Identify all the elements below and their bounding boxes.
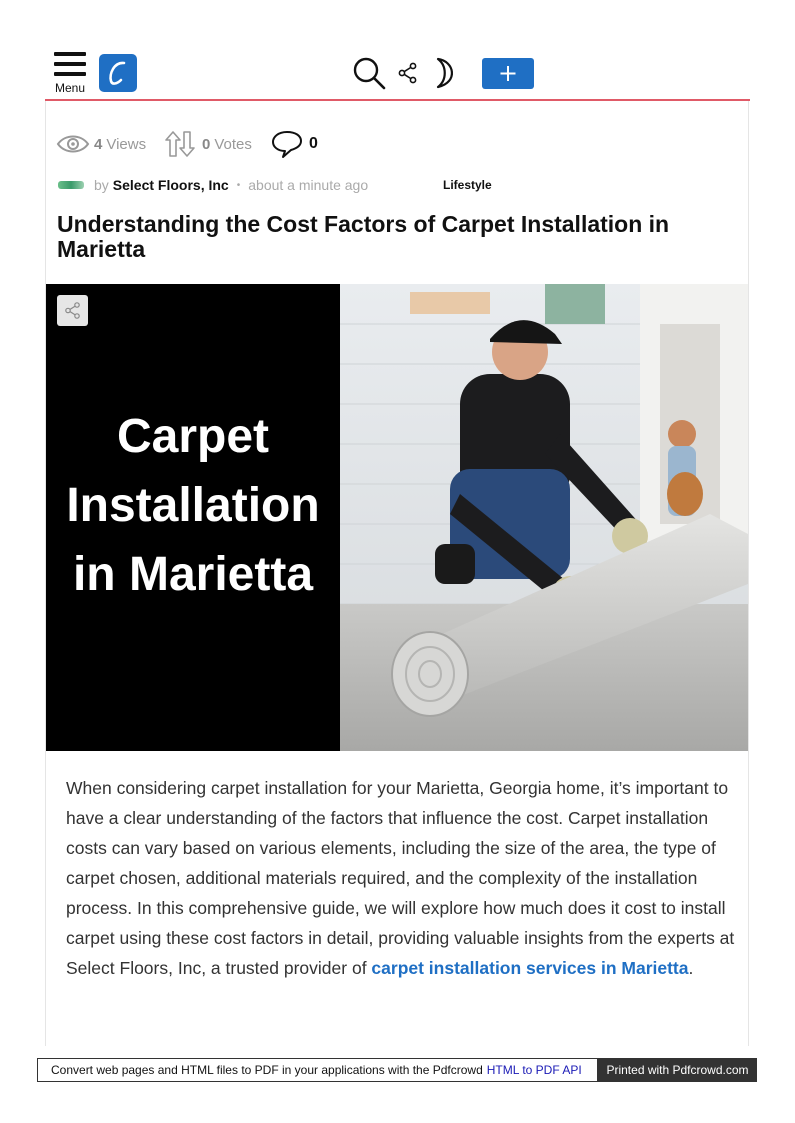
- article-title: Understanding the Cost Factors of Carpet Installation in Marietta: [57, 211, 670, 262]
- carpet-installer-photo: [340, 284, 748, 751]
- menu-label: Menu: [55, 81, 86, 95]
- printed-with-pdfcrowd[interactable]: Printed with Pdfcrowd.com: [598, 1058, 757, 1082]
- share-button[interactable]: [398, 56, 418, 90]
- votes-stat[interactable]: [164, 128, 252, 160]
- by-label: by: [94, 177, 109, 193]
- logo-c-icon: [99, 54, 137, 92]
- share-icon: [398, 56, 418, 90]
- add-post-button[interactable]: [482, 58, 534, 89]
- hero-text-line2: Installation: [66, 479, 320, 532]
- image-share-button[interactable]: [57, 295, 88, 326]
- hero-text-line1: Carpet: [116, 410, 270, 463]
- site-logo[interactable]: [99, 54, 137, 92]
- hero-text: [46, 402, 340, 609]
- comments-stat[interactable]: [271, 128, 322, 160]
- carpet-installation-link[interactable]: carpet installation services in Marietta: [371, 958, 689, 978]
- hamburger-icon: [54, 52, 90, 76]
- menu-button[interactable]: [54, 52, 90, 96]
- featured-image: [46, 284, 748, 751]
- pdfcrowd-banner: [37, 1058, 598, 1082]
- header-divider: [45, 99, 750, 101]
- convert-text: Convert web pages and HTML files to PDF in your applications with the Pdfcrowd: [51, 1063, 483, 1077]
- comment-icon: [271, 129, 303, 159]
- article-body-text: When considering carpet installation for your Marietta, Georgia home, it’s important to have a clear understanding of the factors that influence the cost. Carpet installation costs can vary based on various elements, including the size of the area, the type of carpet chosen, additional materials required, and the complexity of the installation process. In this comprehensive guide, we will explore how much does it cost to install carpet using these cost factors in detail, providing valuable insights from the experts at Select Floors, Inc, a trusted provider of: [66, 778, 735, 978]
- meta-separator: •: [236, 179, 241, 191]
- views-count: 4: [94, 135, 103, 153]
- search-icon: [352, 56, 386, 90]
- views-label: Views: [106, 135, 147, 153]
- plus-icon: [482, 58, 534, 89]
- votes-label: Votes: [214, 135, 252, 153]
- hero-text-panel: [46, 284, 340, 751]
- votes-count: 0: [202, 135, 211, 153]
- eye-icon: [56, 131, 90, 157]
- views-stat: [56, 128, 146, 160]
- category-link[interactable]: Lifestyle: [443, 178, 492, 192]
- post-time: about a minute ago: [248, 177, 369, 193]
- comments-count: 0: [309, 135, 318, 152]
- article-body-end: .: [688, 958, 694, 978]
- article-body: [66, 773, 736, 983]
- share-icon: [57, 295, 88, 326]
- search-button[interactable]: [352, 56, 386, 90]
- hero-photo: [340, 284, 748, 751]
- card-border-right: [748, 101, 749, 1046]
- dark-mode-toggle[interactable]: [432, 56, 460, 90]
- author-avatar[interactable]: [58, 181, 84, 189]
- vote-arrows-icon: [164, 130, 196, 158]
- hero-text-line3: in Marietta: [72, 548, 314, 601]
- moon-icon: [432, 56, 460, 90]
- author-link[interactable]: Select Floors, Inc: [112, 177, 229, 193]
- byline: [58, 175, 368, 195]
- html-to-pdf-api-link[interactable]: HTML to PDF API: [486, 1063, 582, 1077]
